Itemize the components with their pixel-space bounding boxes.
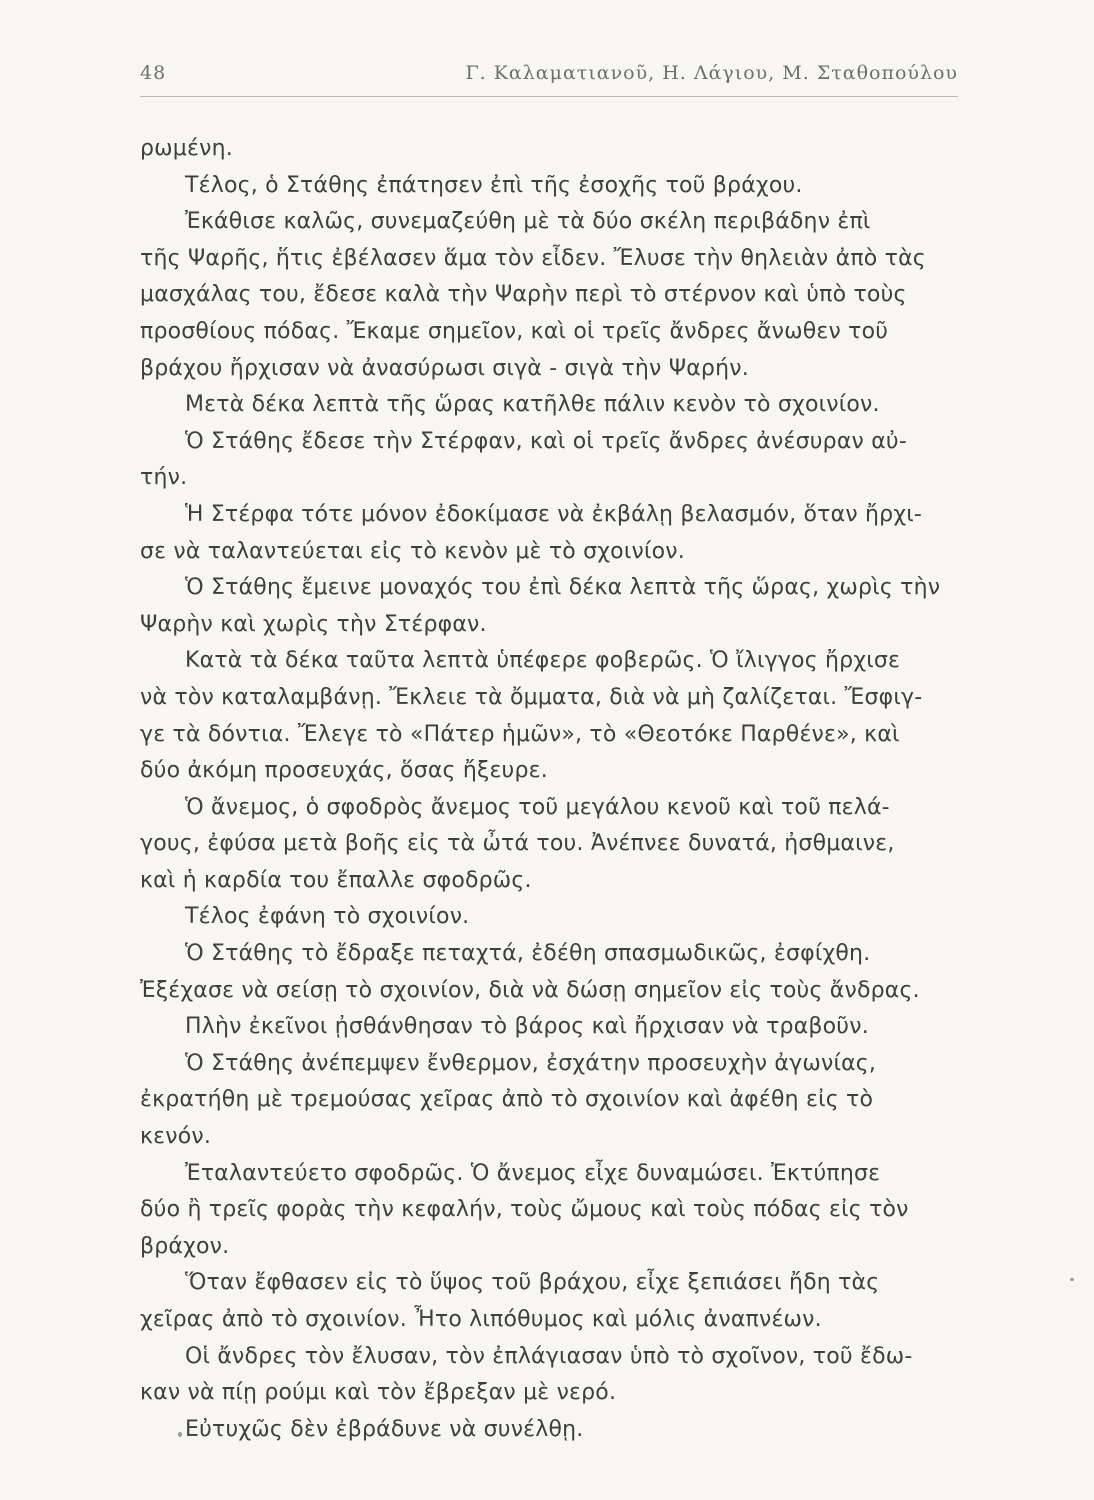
- text-line: Ὁ Στάθης ἔμεινε μοναχός του ἐπὶ δέκα λεπτὰ τῆς ὥρας, χωρὶς τὴν: [185, 575, 941, 601]
- text-line: τήν.: [140, 465, 188, 491]
- page-header: [140, 62, 958, 92]
- ink-speck: [1070, 1278, 1074, 1281]
- text-line: Ὅταν ἔφθασεν εἰς τὸ ὕψος τοῦ βράχου, εἶχε ξεπιάσει ἤδη τὰς: [185, 1270, 880, 1296]
- text-line: βράχου ἤρχισαν νὰ ἀνασύρωσι σιγὰ - σιγὰ τὴν Ψαρήν.: [140, 355, 749, 381]
- running-head: Γ. Καλαματιανοῦ, Η. Λάγιου, Μ. Σταθοπούλου: [465, 62, 958, 84]
- body-text: [140, 131, 970, 1448]
- text-line: καν νὰ πίῃ ρούμι καὶ τὸν ἔβρεξαν μὲ νερό.: [140, 1380, 617, 1406]
- text-line: Ὁ Στάθης ἔδεσε τὴν Στέρφαν, καὶ οἱ τρεῖς ἄνδρες ἀνέσυραν αὐ-: [185, 428, 907, 454]
- text-line: Τέλος ἐφάνη τὸ σχοινίον.: [185, 904, 470, 930]
- text-line: γε τὰ δόντια. Ἔλεγε τὸ «Πάτερ ἡμῶν», τὸ «Θεοτόκε Παρθένε», καὶ: [140, 721, 900, 747]
- text-line: ρωμένη.: [140, 136, 233, 161]
- text-line: Ἐξέχασε νὰ σείσῃ τὸ σχοινίον, διὰ νὰ δώσῃ σημεῖον εἰς τοὺς ἄνδρας.: [140, 977, 920, 1003]
- text-line: Ὁ ἄνεμος, ὁ σφοδρὸς ἄνεμος τοῦ μεγάλου κενοῦ καὶ τοῦ πελά-: [185, 794, 890, 820]
- text-line: ἐκρατήθη μὲ τρεμούσας χεῖρας ἀπὸ τὸ σχοινίον καὶ ἀφέθη εἰς τὸ: [140, 1087, 874, 1113]
- text-line: κενόν.: [140, 1124, 212, 1150]
- page-number: 48: [140, 62, 167, 84]
- text-line: Ἡ Στέρφα τότε μόνον ἐδοκίμασε νὰ ἐκβάλῃ βελασμόν, ὅταν ἤρχι-: [185, 501, 923, 527]
- text-line: γους, ἐφύσα μετὰ βοῆς εἰς τὰ ὦτά του. Ἀνέπνεε δυνατά, ἠσθμαινε,: [140, 831, 895, 857]
- text-line: μασχάλας του, ἔδεσε καλὰ τὴν Ψαρὴν περὶ τὸ στέρνον καὶ ὑπὸ τοὺς: [140, 282, 907, 308]
- text-line: Τέλος, ὁ Στάθης ἐπάτησεν ἐπὶ τῆς ἐσοχῆς τοῦ βράχου.: [185, 172, 803, 198]
- text-line: Ψαρὴν καὶ χωρὶς τὴν Στέρφαν.: [140, 611, 487, 637]
- text-line: Ἐταλαντεύετο σφοδρῶς. Ὁ ἄνεμος εἶχε δυναμώσει. Ἐκτύπησε: [185, 1160, 881, 1186]
- text-line: Κατὰ τὰ δέκα ταῦτα λεπτὰ ὑπέφερε φοβερῶς. Ὁ ἴλιγγος ἤρχισε: [185, 648, 901, 674]
- text-line: χεῖρας ἀπὸ τὸ σχοινίον. Ἦτο λιπόθυμος καὶ μόλις ἀναπνέων.: [140, 1307, 822, 1332]
- text-line: Ὁ Στάθης τὸ ἔδραξε πεταχτά, ἐδέθη σπασμωδικῶς, ἐσφίχθη.: [185, 941, 871, 967]
- text-line: βράχον.: [140, 1233, 230, 1259]
- text-line: Πλὴν ἐκεῖνοι ᾐσθάνθησαν τὸ βάρος καὶ ἤρχισαν νὰ τραβοῦν.: [185, 1014, 869, 1040]
- header-rule: [140, 96, 958, 97]
- text-line: καὶ ἡ καρδία του ἔπαλλε σφοδρῶς.: [140, 867, 532, 893]
- text-line: Οἱ ἄνδρες τὸν ἔλυσαν, τὸν ἐπλάγιασαν ὑπὸ τὸ σχοῖνον, τοῦ ἔδω-: [185, 1343, 913, 1369]
- text-line: δύο ἀκόμη προσευχάς, ὅσας ἤξευρε.: [140, 758, 548, 784]
- text-line: σε νὰ ταλαντεύεται εἰς τὸ κενὸν μὲ τὸ σχοινίον.: [140, 538, 685, 564]
- text-line: προσθίους πόδας. Ἔκαμε σημεῖον, καὶ οἱ τρεῖς ἄνδρες ἄνωθεν τοῦ: [140, 318, 889, 344]
- text-line: Μετὰ δέκα λεπτὰ τῆς ὥρας κατῆλθε πάλιν κενὸν τὸ σχοινίον.: [185, 392, 880, 418]
- text-line: Ὁ Στάθης ἀνέπεμψεν ἔνθερμον, ἐσχάτην προσευχὴν ἀγωνίας,: [185, 1050, 877, 1076]
- text-line: Ἐκάθισε καλῶς, συνεμαζεύθη μὲ τὰ δύο σκέλη περιβάδην ἐπὶ: [185, 209, 871, 235]
- text-line: δύο ἢ τρεῖς φορὰς τὴν κεφαλήν, τοὺς ὤμους καὶ τοὺς πόδας εἰς τὸν: [140, 1197, 909, 1223]
- ink-speck: [178, 1432, 182, 1437]
- text-line: τῆς Ψαρῆς, ἥτις ἐβέλασεν ἅμα τὸν εἶδεν. Ἔλυσε τὴν θηλειὰν ἀπὸ τὰς: [140, 245, 926, 271]
- text-line: νὰ τὸν καταλαμβάνῃ. Ἔκλειε τὰ ὄμματα, διὰ νὰ μὴ ζαλίζεται. Ἔσφιγ-: [140, 684, 923, 710]
- text-line: Εὐτυχῶς δὲν ἐβράδυνε νὰ συνέλθῃ.: [185, 1416, 584, 1442]
